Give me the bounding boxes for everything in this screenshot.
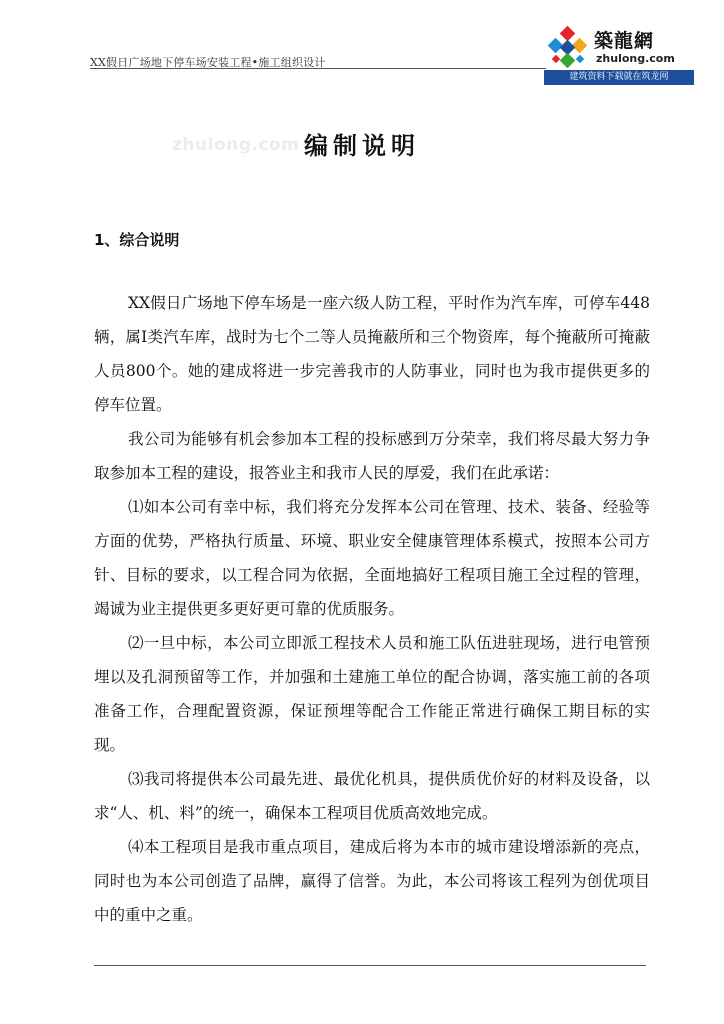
paragraph-item-2: ⑵一旦中标，本公司立即派工程技术人员和施工队伍进驻现场，进行电管预埋以及孔洞预留等工作，并加强和土建施工单位的配合协调，落实施工前的各项准备工作，合理配置资源，保证预埋等配合工作能正常进行确保工期目标的实现。 [94, 634, 650, 754]
paragraph-overview: XX假日广场地下停车场是一座六级人防工程，平时作为汽车库，可停车448辆，属I类汽车库，战时为七个二等人员掩蔽所和三个物资库，每个掩蔽所可掩蔽人员800个。她的建成将进一步完善我市的人防事业，同时也为我市提供更多的停车位置。 [94, 294, 650, 414]
logo-brand-name: 築龍網 [594, 30, 655, 52]
paragraph-item-1: ⑴如本公司有幸中标，我们将充分发挥本公司在管理、技术、装备、经验等方面的优势，严格执行质量、环境、职业安全健康管理体系模式，按照本公司方针、目标的要求，以工程合同为依据，全面地搞好工程项目施工全过程的管理，竭诚为业主提供更多更好更可靠的优质服务。 [94, 498, 650, 618]
header-divider [90, 68, 546, 69]
body-text [94, 286, 650, 932]
watermark: zhulong.com [172, 135, 300, 155]
logo-slogan-banner: 建筑资料下载就在筑龙网 [544, 70, 694, 85]
paragraph-item-4: ⑷本工程项目是我市重点项目，建成后将为本市的城市建设增添新的亮点，同时也为本公司创造了品牌，赢得了信誉。为此，本公司将该工程列为创优项目中的重中之重。 [94, 838, 650, 924]
zhulong-logo [544, 24, 694, 86]
running-header: XX假日广场地下停车场安装工程•施工组织设计 [90, 56, 326, 69]
section-heading: 1、综合说明 [94, 231, 180, 249]
document-title: 编制说明 [304, 132, 420, 160]
logo-mosaic-icon [546, 26, 590, 70]
paragraph-item-3: ⑶我司将提供本公司最先进、最优化机具，提供质优价好的材料及设备，以求“人、机、料”的统一，确保本工程项目优质高效地完成。 [94, 770, 650, 822]
footer-divider [94, 965, 646, 966]
logo-url: zhulong.com [596, 52, 675, 65]
paragraph-commitment: 我公司为能够有机会参加本工程的投标感到万分荣幸，我们将尽最大努力争取参加本工程的建设，报答业主和我市人民的厚爱，我们在此承诺： [94, 430, 650, 482]
